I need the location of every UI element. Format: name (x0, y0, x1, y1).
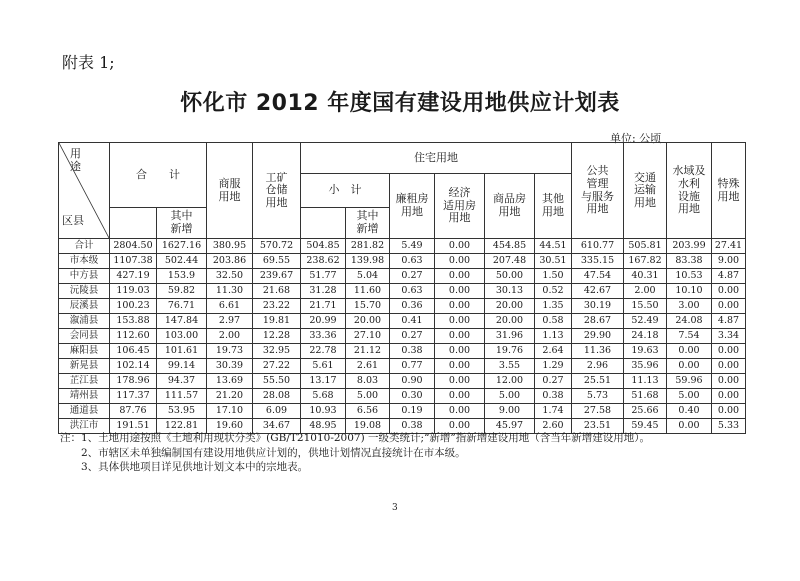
table-cell: 25.66 (624, 404, 667, 419)
table-cell: 427.19 (110, 269, 157, 284)
row-label: 通道县 (59, 404, 110, 419)
header-total: 合 计 (110, 143, 207, 208)
table-cell: 13.69 (207, 374, 253, 389)
table-cell: 30.13 (485, 284, 535, 299)
table-cell: 99.14 (157, 359, 207, 374)
table-cell: 27.10 (346, 329, 390, 344)
table-cell: 28.08 (253, 389, 301, 404)
table-cell: 1.13 (535, 329, 572, 344)
header-county: 区县 (62, 214, 84, 228)
table-cell: 47.54 (572, 269, 624, 284)
header-subtotal-blank (301, 208, 346, 239)
table-cell: 21.20 (207, 389, 253, 404)
row-label: 溆浦县 (59, 314, 110, 329)
table-cell: 15.70 (346, 299, 390, 314)
table-cell: 238.62 (301, 254, 346, 269)
table-cell: 505.81 (624, 239, 667, 254)
table-cell: 6.09 (253, 404, 301, 419)
table-cell: 20.00 (485, 314, 535, 329)
table-cell: 2.96 (572, 359, 624, 374)
header-residential: 住宅用地 (301, 143, 572, 174)
table-cell: 11.60 (346, 284, 390, 299)
table-cell: 191.51 (110, 419, 157, 434)
table-row (59, 374, 746, 389)
table-cell: 0.00 (712, 284, 746, 299)
table-cell: 0.36 (390, 299, 435, 314)
row-label: 合计 (59, 239, 110, 254)
table-cell: 0.41 (390, 314, 435, 329)
row-label: 麻阳县 (59, 344, 110, 359)
footnote-1: 注：1、土地用途按照《土地利用现状分类》(GB/T21010-2007) 一级类统计;“新增”指新增建设用地（含当年新增建设用地）。 (60, 432, 651, 444)
table-cell: 5.04 (346, 269, 390, 284)
table-cell: 69.55 (253, 254, 301, 269)
table-cell: 1.50 (535, 269, 572, 284)
table-cell: 24.18 (624, 329, 667, 344)
table-cell: 20.00 (346, 314, 390, 329)
table-cell: 94.37 (157, 374, 207, 389)
table-cell: 5.49 (390, 239, 435, 254)
table-cell: 106.45 (110, 344, 157, 359)
table-cell: 0.00 (435, 269, 485, 284)
table-cell: 9.00 (712, 254, 746, 269)
table-cell: 11.30 (207, 284, 253, 299)
table-cell: 0.38 (390, 344, 435, 359)
table-cell: 122.81 (157, 419, 207, 434)
table-cell: 0.00 (435, 419, 485, 434)
table-cell: 0.90 (390, 374, 435, 389)
table-cell: 0.00 (712, 389, 746, 404)
table-cell: 6.61 (207, 299, 253, 314)
table-cell: 239.67 (253, 269, 301, 284)
header-public: 公共 管理 与服务 用地 (572, 143, 624, 239)
table-cell: 23.51 (572, 419, 624, 434)
table-cell: 83.38 (667, 254, 712, 269)
table-cell: 32.50 (207, 269, 253, 284)
table-cell: 32.95 (253, 344, 301, 359)
table-cell: 0.40 (667, 404, 712, 419)
table-cell: 117.37 (110, 389, 157, 404)
table-cell: 53.95 (157, 404, 207, 419)
footnote-2: 2、市辖区未单独编制国有建设用地供应计划的，供地计划情况直接统计在市本级。 (60, 446, 466, 459)
land-supply-table (58, 142, 746, 434)
page-title: 怀化市 2012 年度国有建设用地供应计划表 (180, 91, 620, 116)
table-cell: 31.28 (301, 284, 346, 299)
table-cell: 0.00 (667, 359, 712, 374)
table-cell: 167.82 (624, 254, 667, 269)
table-cell: 8.03 (346, 374, 390, 389)
table-cell: 0.00 (435, 329, 485, 344)
table-cell: 0.27 (390, 329, 435, 344)
table-cell: 30.19 (572, 299, 624, 314)
table-cell: 22.78 (301, 344, 346, 359)
header-water: 水域及 水利 设施 用地 (667, 143, 712, 239)
table-cell: 0.00 (435, 314, 485, 329)
table-cell: 21.68 (253, 284, 301, 299)
header-affordable: 经济 适用房 用地 (435, 174, 485, 239)
header-total-new: 其中 新增 (157, 208, 207, 239)
table-cell: 4.87 (712, 269, 746, 284)
table-cell: 1.35 (535, 299, 572, 314)
header-use: 用 途 (70, 147, 81, 174)
row-label: 中方县 (59, 269, 110, 284)
table-cell: 23.22 (253, 299, 301, 314)
table-cell: 0.63 (390, 254, 435, 269)
table-cell: 1.74 (535, 404, 572, 419)
table-cell: 48.95 (301, 419, 346, 434)
table-row (59, 404, 746, 419)
table-cell: 10.53 (667, 269, 712, 284)
table-cell: 10.93 (301, 404, 346, 419)
table-cell: 0.00 (712, 299, 746, 314)
header-corner (59, 143, 110, 239)
footnote-3: 3、具体供地项目详见供地计划文本中的宗地表。 (60, 461, 309, 473)
table-cell: 31.96 (485, 329, 535, 344)
table-cell: 6.56 (346, 404, 390, 419)
table-cell: 0.63 (390, 284, 435, 299)
table-cell: 0.30 (390, 389, 435, 404)
table-cell: 281.82 (346, 239, 390, 254)
table-cell: 0.58 (535, 314, 572, 329)
table-cell: 139.98 (346, 254, 390, 269)
table-cell: 33.36 (301, 329, 346, 344)
table-row (59, 314, 746, 329)
table-cell: 207.48 (485, 254, 535, 269)
table-cell: 2.64 (535, 344, 572, 359)
header-commodity: 商品房 用地 (485, 174, 535, 239)
table-cell: 504.85 (301, 239, 346, 254)
table-cell: 2.60 (535, 419, 572, 434)
table-cell: 76.71 (157, 299, 207, 314)
row-label: 芷江县 (59, 374, 110, 389)
table-cell: 0.00 (435, 239, 485, 254)
table-cell: 27.41 (712, 239, 746, 254)
table-cell: 0.77 (390, 359, 435, 374)
table-cell: 5.68 (301, 389, 346, 404)
table-cell: 51.68 (624, 389, 667, 404)
table-cell: 27.58 (572, 404, 624, 419)
table-cell: 50.00 (485, 269, 535, 284)
table-cell: 42.67 (572, 284, 624, 299)
table-cell: 0.00 (435, 254, 485, 269)
attachment-label: 附表 1; (62, 53, 115, 72)
table-cell: 19.08 (346, 419, 390, 434)
table-cell: 0.00 (435, 374, 485, 389)
table-cell: 0.19 (390, 404, 435, 419)
table-cell: 5.61 (301, 359, 346, 374)
table-cell: 335.15 (572, 254, 624, 269)
table-cell: 0.00 (435, 359, 485, 374)
table-cell: 570.72 (253, 239, 301, 254)
table-cell: 610.77 (572, 239, 624, 254)
table-cell: 0.00 (435, 389, 485, 404)
table-row (59, 269, 746, 284)
table-cell: 5.00 (485, 389, 535, 404)
table-cell: 502.44 (157, 254, 207, 269)
row-label: 会同县 (59, 329, 110, 344)
row-label: 新晃县 (59, 359, 110, 374)
table-cell: 52.49 (624, 314, 667, 329)
table-row (59, 359, 746, 374)
table-cell: 3.55 (485, 359, 535, 374)
table-cell: 0.00 (667, 344, 712, 359)
table-cell: 0.00 (667, 419, 712, 434)
table-row (59, 389, 746, 404)
table-cell: 19.63 (624, 344, 667, 359)
table-cell: 3.34 (712, 329, 746, 344)
table-cell: 0.00 (435, 299, 485, 314)
header-special: 特殊 用地 (712, 143, 746, 239)
table-cell: 153.9 (157, 269, 207, 284)
page-number: 3 (392, 503, 398, 513)
table-cell: 24.08 (667, 314, 712, 329)
table-cell: 15.50 (624, 299, 667, 314)
table-cell: 51.77 (301, 269, 346, 284)
table-cell: 19.60 (207, 419, 253, 434)
table-cell: 2.61 (346, 359, 390, 374)
table-cell: 59.96 (667, 374, 712, 389)
row-label: 洪江市 (59, 419, 110, 434)
table-cell: 35.96 (624, 359, 667, 374)
table-cell: 0.27 (390, 269, 435, 284)
table-cell: 11.36 (572, 344, 624, 359)
row-label: 沅陵县 (59, 284, 110, 299)
table-row (59, 344, 746, 359)
unit-label: 单位: 公顷 (610, 132, 662, 145)
table-cell: 45.97 (485, 419, 535, 434)
table-cell: 25.51 (572, 374, 624, 389)
table-cell: 20.99 (301, 314, 346, 329)
header-transport: 交通 运输 用地 (624, 143, 667, 239)
table-cell: 2804.50 (110, 239, 157, 254)
row-label: 辰溪县 (59, 299, 110, 314)
header-industrial: 工矿 仓储 用地 (253, 143, 301, 239)
table-cell: 21.71 (301, 299, 346, 314)
table-cell: 0.00 (712, 404, 746, 419)
table-cell: 0.00 (712, 374, 746, 389)
table-cell: 17.10 (207, 404, 253, 419)
table-cell: 5.73 (572, 389, 624, 404)
row-label: 靖州县 (59, 389, 110, 404)
table-cell: 9.00 (485, 404, 535, 419)
table-cell: 203.99 (667, 239, 712, 254)
header-subtotal-new: 其中 新增 (346, 208, 390, 239)
header-lowrent: 廉租房 用地 (390, 174, 435, 239)
table-cell: 34.67 (253, 419, 301, 434)
row-label: 市本级 (59, 254, 110, 269)
table-cell: 2.97 (207, 314, 253, 329)
header-total-blank (110, 208, 157, 239)
table-cell: 111.57 (157, 389, 207, 404)
table-cell: 0.00 (712, 344, 746, 359)
table-cell: 40.31 (624, 269, 667, 284)
table-cell: 102.14 (110, 359, 157, 374)
table-cell: 59.45 (624, 419, 667, 434)
table-cell: 454.85 (485, 239, 535, 254)
table-cell: 0.27 (535, 374, 572, 389)
table-cell: 153.88 (110, 314, 157, 329)
table-cell: 147.84 (157, 314, 207, 329)
table-row (59, 239, 746, 254)
table-cell: 29.90 (572, 329, 624, 344)
table-cell: 28.67 (572, 314, 624, 329)
table-cell: 10.10 (667, 284, 712, 299)
table-cell: 3.00 (667, 299, 712, 314)
table-cell: 5.00 (346, 389, 390, 404)
table-cell: 2.00 (207, 329, 253, 344)
table-row (59, 329, 746, 344)
table-cell: 30.39 (207, 359, 253, 374)
table-cell: 20.00 (485, 299, 535, 314)
table-cell: 119.03 (110, 284, 157, 299)
table-cell: 0.52 (535, 284, 572, 299)
header-commercial: 商服 用地 (207, 143, 253, 239)
table-cell: 5.33 (712, 419, 746, 434)
table-cell: 55.50 (253, 374, 301, 389)
table-cell: 0.00 (435, 404, 485, 419)
table-cell: 0.00 (435, 344, 485, 359)
table-cell: 0.00 (435, 284, 485, 299)
table-cell: 21.12 (346, 344, 390, 359)
table-cell: 11.13 (624, 374, 667, 389)
table-cell: 19.76 (485, 344, 535, 359)
table-cell: 1.29 (535, 359, 572, 374)
table-cell: 19.73 (207, 344, 253, 359)
header-subtotal: 小 计 (301, 174, 390, 208)
table-cell: 2.00 (624, 284, 667, 299)
table-cell: 101.61 (157, 344, 207, 359)
table-cell: 27.22 (253, 359, 301, 374)
table-cell: 178.96 (110, 374, 157, 389)
table-cell: 12.28 (253, 329, 301, 344)
table-cell: 59.82 (157, 284, 207, 299)
footnotes (60, 431, 780, 475)
table-cell: 13.17 (301, 374, 346, 389)
table-cell: 19.81 (253, 314, 301, 329)
table-cell: 7.54 (667, 329, 712, 344)
table-cell: 100.23 (110, 299, 157, 314)
table-cell: 1107.38 (110, 254, 157, 269)
table-row (59, 299, 746, 314)
table-cell: 87.76 (110, 404, 157, 419)
table-cell: 1627.16 (157, 239, 207, 254)
table-cell: 5.00 (667, 389, 712, 404)
table-cell: 4.87 (712, 314, 746, 329)
table-cell: 380.95 (207, 239, 253, 254)
header-other: 其他 用地 (535, 174, 572, 239)
table-cell: 44.51 (535, 239, 572, 254)
table-row (59, 254, 746, 269)
table-cell: 0.00 (712, 359, 746, 374)
table-cell: 0.38 (390, 419, 435, 434)
table-cell: 203.86 (207, 254, 253, 269)
table-cell: 112.60 (110, 329, 157, 344)
table-cell: 103.00 (157, 329, 207, 344)
table-cell: 0.38 (535, 389, 572, 404)
table-cell: 30.51 (535, 254, 572, 269)
table-cell: 12.00 (485, 374, 535, 389)
table-row (59, 284, 746, 299)
